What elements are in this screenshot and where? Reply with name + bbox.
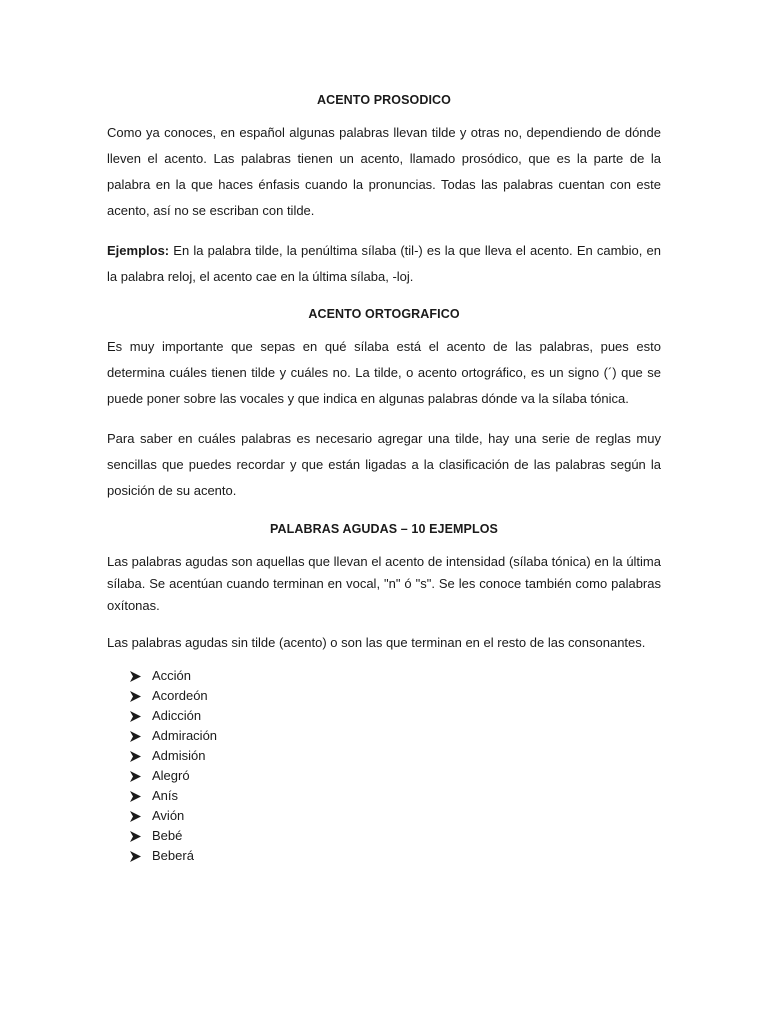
arrowhead-bullet-icon xyxy=(128,786,152,806)
example-word: Beberá xyxy=(152,848,194,863)
paragraph-ejemplos xyxy=(107,238,661,290)
examples-list xyxy=(128,666,217,866)
paragraph-acento-prosodico: Como ya conoces, en español algunas palabras llevan tilde y otras no, dependiendo de dónde lleven el acento. Las palabras tienen un acento, llamado prosódico, que es la parte de la palabra en la que haces énfasis cuando la pronuncias. Todas las palabras cuentan con este acento, así no se escriban con tilde. xyxy=(107,125,661,218)
arrowhead-bullet-icon xyxy=(128,766,152,786)
arrowhead-bullet-icon xyxy=(128,826,152,846)
paragraph-reglas: Para saber en cuáles palabras es necesario agregar una tilde, hay una serie de reglas muy sencillas que puedes recordar y que están ligadas a la clasificación de las palabras según la posición de su acento. xyxy=(107,431,661,498)
heading-acento-ortografico: ACENTO ORTOGRAFICO xyxy=(308,307,460,321)
example-label: Ejemplos: xyxy=(107,243,170,258)
example-word: Acción xyxy=(152,668,192,683)
example-word: Admiración xyxy=(152,728,218,743)
example-text: En la palabra tilde, la penúltima sílaba (til-) es la que lleva el acento. En cambio, en la palabra reloj, el acento cae en la última sílaba, -loj. xyxy=(107,243,661,284)
arrowhead-bullet-icon xyxy=(128,706,152,726)
list-item xyxy=(128,706,217,726)
list-item xyxy=(128,666,217,686)
example-word: Alegró xyxy=(152,768,190,783)
heading-palabras-agudas: PALABRAS AGUDAS – 10 EJEMPLOS xyxy=(270,522,498,536)
paragraph-acento-ortografico: Es muy importante que sepas en qué sílaba está el acento de las palabras, pues esto determina cuáles tienen tilde y cuáles no. La tilde, o acento ortográfico, es un signo (´) que se puede poner sobre las vocales y que indica en algunas palabras dónde va la sílaba tónica. xyxy=(107,339,661,406)
list-item xyxy=(128,766,217,786)
example-word: Acordeón xyxy=(152,688,208,703)
list-item xyxy=(128,686,217,706)
example-word: Avión xyxy=(152,808,185,823)
example-word: Adicción xyxy=(152,708,202,723)
paragraph-palabras-agudas: Las palabras agudas son aquellas que llevan el acento de intensidad (sílaba tónica) en la última sílaba. Se acentúan cuando terminan en vocal, "n" ó "s". Se les conoce también como palabras oxítonas. xyxy=(107,554,661,613)
arrowhead-bullet-icon xyxy=(128,806,152,826)
arrowhead-bullet-icon xyxy=(128,726,152,746)
example-word: Anís xyxy=(152,788,179,803)
arrowhead-bullet-icon xyxy=(128,746,152,766)
list-item xyxy=(128,806,217,826)
list-item xyxy=(128,786,217,806)
list-item xyxy=(128,826,217,846)
paragraph-agudas-sin-tilde: Las palabras agudas sin tilde (acento) o son las que terminan en el resto de las consonantes. xyxy=(107,635,646,650)
example-word: Bebé xyxy=(152,828,183,843)
list-item xyxy=(128,726,217,746)
list-item xyxy=(128,746,217,766)
arrowhead-bullet-icon xyxy=(128,846,152,866)
heading-acento-prosodico: ACENTO PROSODICO xyxy=(316,93,452,107)
arrowhead-bullet-icon xyxy=(128,666,152,686)
arrowhead-bullet-icon xyxy=(128,686,152,706)
example-word: Admisión xyxy=(152,748,206,763)
list-item xyxy=(128,846,217,866)
